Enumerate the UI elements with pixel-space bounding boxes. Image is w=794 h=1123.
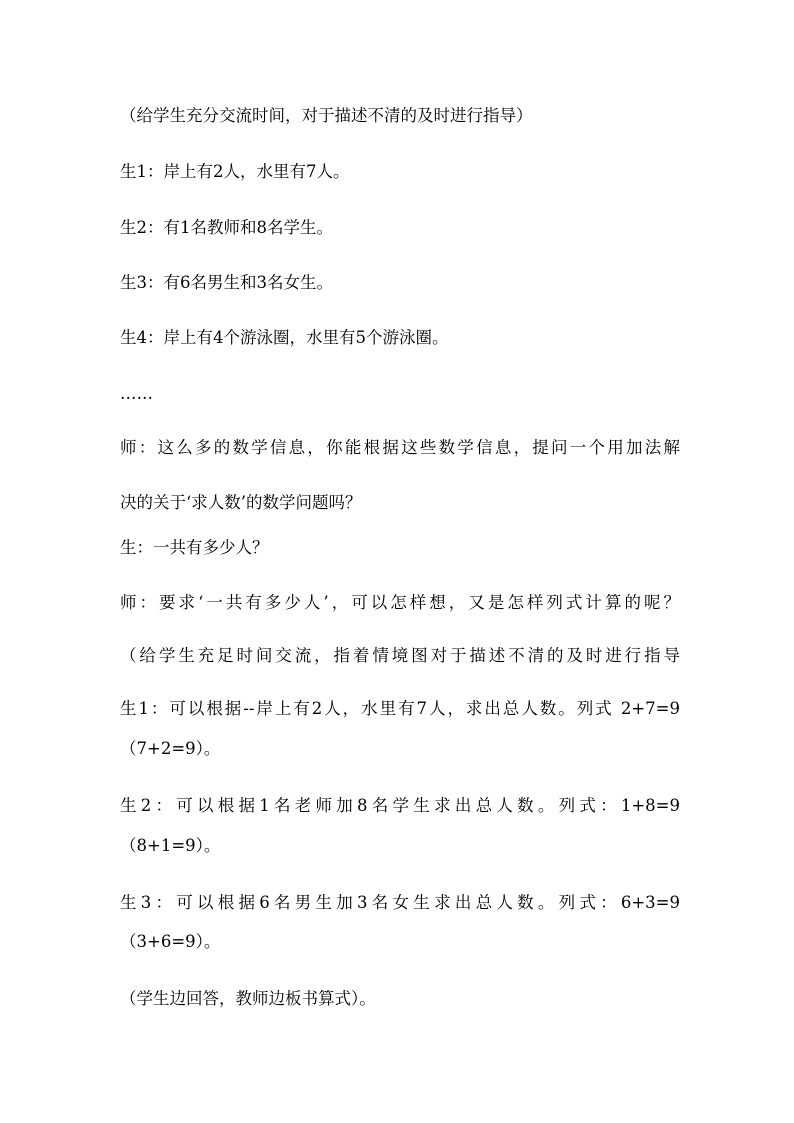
- student-answer-3: 生3：有6名男生和3名女生。: [120, 273, 333, 292]
- student-solution-3-line-1: 生3：可以根据6名男生加3名女生求出总人数。列式：6+3=9: [120, 893, 680, 912]
- instruction-note-3: （学生边回答，教师边板书算式）。: [120, 989, 376, 1008]
- instruction-note-1: （给学生充分交流时间，对于描述不清的及时进行指导）: [120, 106, 533, 125]
- student-solution-1-line-2: （7+2=9）。: [120, 739, 221, 758]
- teacher-question-line-1: 师：这么多的数学信息，你能根据这些数学信息，提问一个用加法解: [120, 438, 680, 457]
- student-solution-2-line-2: （8+1=9）。: [120, 836, 221, 855]
- student-answer-2: 生2：有1名教师和8名学生。: [120, 218, 333, 237]
- student-answer-1: 生1：岸上有2人，水里有7人。: [120, 162, 350, 181]
- instruction-note-2: （给学生充足时间交流，指着情境图对于描述不清的及时进行指导: [120, 646, 680, 665]
- student-solution-1-line-1: 生1：可以根据--岸上有2人，水里有7人，求出总人数。列式 2+7=9: [120, 699, 680, 718]
- ellipsis: ……: [120, 384, 153, 403]
- student-solution-3-line-2: （3+6=9）。: [120, 932, 221, 951]
- student-answer-4: 生4：岸上有4个游泳圈，水里有5个游泳圈。: [120, 328, 449, 347]
- teacher-prompt: 师：要求‘一共有多少人’，可以怎样想，又是怎样列式计算的呢？: [120, 593, 680, 612]
- student-solution-2-line-1: 生2：可以根据1名老师加8名学生求出总人数。列式：1+8=9: [120, 796, 680, 815]
- student-question: 生：一共有多少人？: [120, 538, 269, 557]
- teacher-question-line-2: 决的关于‘求人数’的数学问题吗？: [120, 493, 362, 512]
